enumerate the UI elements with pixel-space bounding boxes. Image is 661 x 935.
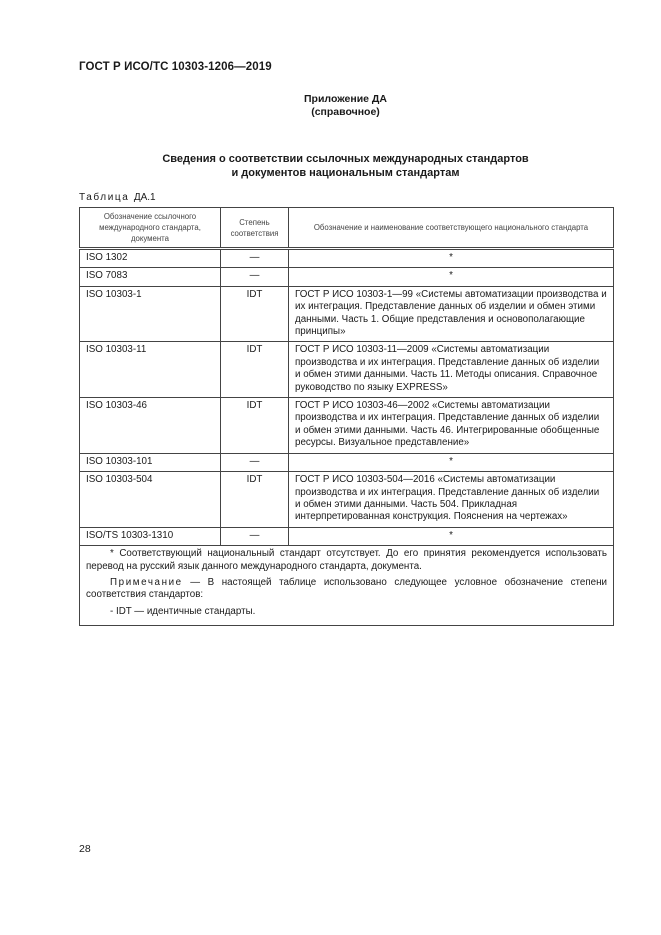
correspondence-table bbox=[79, 207, 614, 626]
table-row bbox=[80, 268, 614, 286]
table-row bbox=[80, 249, 614, 268]
table-header-row bbox=[80, 208, 614, 249]
page-number: 28 bbox=[79, 843, 91, 855]
cell-reference: ISO 10303-101 bbox=[80, 453, 221, 471]
cell-degree: IDT bbox=[221, 398, 289, 454]
header-reference: Обозначение ссылочного международного стандарта, документа bbox=[80, 208, 221, 249]
appendix-heading bbox=[0, 93, 661, 119]
cell-degree: — bbox=[221, 249, 289, 268]
footnote: * Соответствующий национальный стандарт отсутствует. До его принятия рекомендуется использовать перевод на русский язык данного международного стандарта, документа. bbox=[86, 548, 607, 572]
table-row bbox=[80, 398, 614, 454]
header-national: Обозначение и наименование соответствующего национального стандарта bbox=[289, 208, 614, 249]
table-notes-row bbox=[80, 546, 614, 626]
cell-national: ГОСТ Р ИСО 10303-46—2002 «Системы автоматизации производства и их интеграция. Представление данных об изделии и обмен этими данными. Часть 46. Интегрированные обобщенные ресурсы. Визуальное представление» bbox=[289, 398, 614, 454]
cell-degree: IDT bbox=[221, 472, 289, 528]
cell-reference: ISO 1302 bbox=[80, 249, 221, 268]
cell-national: * bbox=[289, 268, 614, 286]
note bbox=[86, 577, 607, 602]
section-title-line-2: и документов национальным стандартам bbox=[231, 167, 460, 179]
cell-degree: IDT bbox=[221, 286, 289, 342]
section-title bbox=[0, 152, 661, 180]
appendix-title: Приложение ДА bbox=[304, 93, 387, 105]
table-row bbox=[80, 342, 614, 398]
cell-national: * bbox=[289, 527, 614, 545]
cell-reference: ISO 10303-11 bbox=[80, 342, 221, 398]
section-title-line-1: Сведения о соответствии ссылочных международных стандартов bbox=[162, 153, 529, 165]
document-code: ГОСТ Р ИСО/ТС 10303-1206—2019 bbox=[79, 61, 272, 73]
cell-reference: ISO 10303-504 bbox=[80, 472, 221, 528]
legend-item: - IDT — идентичные стандарты. bbox=[110, 605, 256, 617]
cell-national: ГОСТ Р ИСО 10303-1—99 «Системы автоматизации производства и их интеграция. Представление данных об изделии и обмен этими данными. Часть 1. Общие представления и основополагающие принципы» bbox=[289, 286, 614, 342]
cell-national: ГОСТ Р ИСО 10303-504—2016 «Системы автоматизации производства и их интеграция. Представление данных об изделии и обмен этими данными. Часть 504. Прикладная интерпретированная конструкция. Пояснения на чертежах» bbox=[289, 472, 614, 528]
cell-reference: ISO 7083 bbox=[80, 268, 221, 286]
cell-reference: ISO 10303-46 bbox=[80, 398, 221, 454]
cell-national: * bbox=[289, 249, 614, 268]
table-label-word: Таблица bbox=[79, 192, 130, 203]
table-row bbox=[80, 286, 614, 342]
cell-degree: — bbox=[221, 527, 289, 545]
table-label-number: ДА.1 bbox=[133, 192, 156, 203]
table-row bbox=[80, 453, 614, 471]
cell-national: ГОСТ Р ИСО 10303-11—2009 «Системы автоматизации производства и их интеграция. Представление данных об изделии и обмен этими данными. Часть 11. Методы описания. Справочное руководство по языку EXPRESS» bbox=[289, 342, 614, 398]
cell-reference: ISO 10303-1 bbox=[80, 286, 221, 342]
appendix-subtitle: (справочное) bbox=[311, 106, 380, 118]
cell-national: * bbox=[289, 453, 614, 471]
table-notes bbox=[80, 546, 614, 626]
cell-degree: — bbox=[221, 453, 289, 471]
note-text: — В настоящей таблице использовано следующее условное обозначение степени соответствия стандартов: bbox=[86, 576, 607, 601]
note-label: Примечание bbox=[110, 576, 183, 588]
header-degree: Степень соответствия bbox=[221, 208, 289, 249]
cell-degree: — bbox=[221, 268, 289, 286]
table-row bbox=[80, 472, 614, 528]
table-label bbox=[79, 192, 156, 203]
table-row bbox=[80, 527, 614, 545]
cell-degree: IDT bbox=[221, 342, 289, 398]
cell-reference: ISO/TS 10303-1310 bbox=[80, 527, 221, 545]
